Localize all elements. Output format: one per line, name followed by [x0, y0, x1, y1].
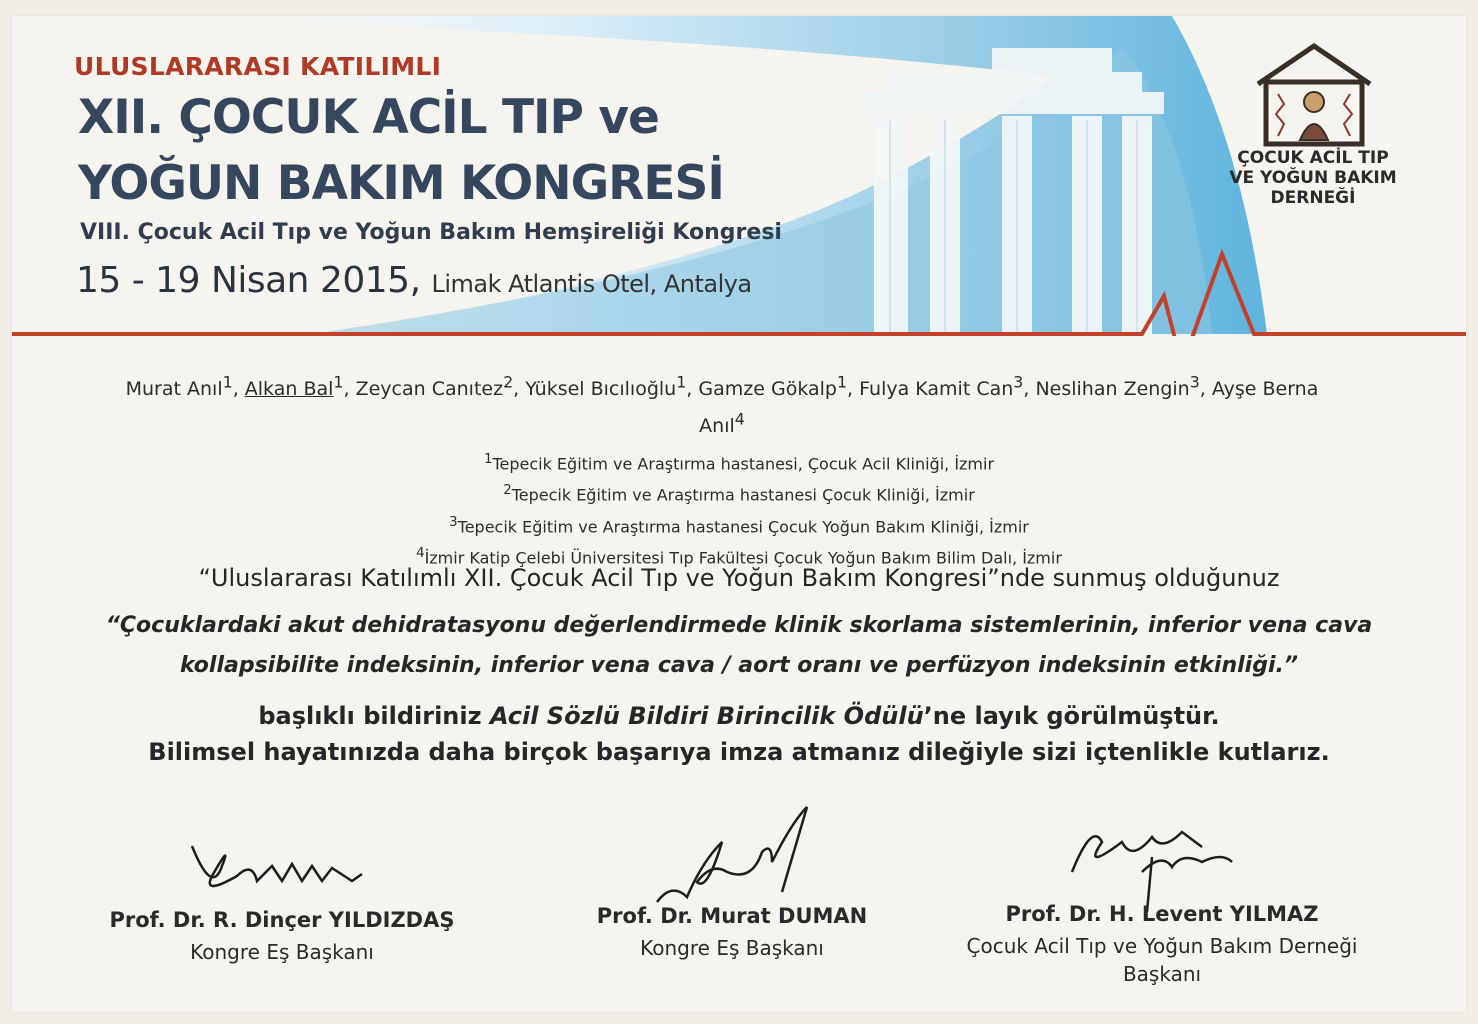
association-name-line2: VE YOĞUN BAKIM: [1229, 168, 1397, 188]
author-presenter: Alkan Bal$^1$,: [244, 373, 356, 401]
affiliation: $^2$Tepecik Eğitim ve Araştırma hastanesi Çocuk Kliniği, İzmir: [503, 483, 975, 505]
affiliation: $^1$Tepecik Eğitim ve Araştırma hastanesi, Çocuk Acil Kliniği, İzmir: [483, 452, 995, 474]
author: Gamze Gökalp$^1$,: [698, 373, 860, 401]
signatory-role-line2: Başkanı: [1122, 962, 1202, 986]
signatory-role-line1: Çocuk Acil Tıp ve Yoğun Bakım Derneği: [966, 934, 1358, 958]
signatory-name: Prof. Dr. Murat DUMAN: [596, 904, 868, 928]
paper-title-line2: kollapsibilite indeksinin, inferior vena cava / aort oranı ve perfüzyon indeksinin etkinliği.”: [179, 653, 1299, 678]
award-statement-suffix: ’ne layık görülmüştür.: [923, 702, 1220, 730]
date-range: 15 - 19 Nisan 2015,: [76, 260, 421, 301]
affiliation: $^3$Tepecik Eğitim ve Araştırma hastanesi Çocuk Yoğun Bakım Kliniği, İzmir: [449, 514, 1029, 536]
signatory-role: [932, 932, 1392, 988]
signature-duman: [652, 802, 822, 912]
signatory-role: Kongre Eş Başkanı: [190, 940, 374, 964]
congratulations: Bilimsel hayatınızda daha birçok başarıya imza atmanız dileğiyle sizi içtenlikle kutlarız.: [148, 738, 1330, 766]
signature-yildizdas: [182, 836, 382, 906]
author: Murat Anıl$^1$,: [125, 373, 245, 401]
house-child-icon: [1218, 42, 1408, 148]
congress-title-line1: XII. ÇOCUK ACİL TIP ve: [78, 90, 659, 145]
association-name: [1218, 148, 1408, 208]
association-name-line1: ÇOCUK ACİL TIP: [1237, 148, 1389, 168]
international-label: ULUSLARARASI KATILIMLI: [74, 52, 442, 81]
award-statement: [12, 702, 1466, 730]
affiliation-list: [12, 446, 1466, 571]
award-name: Acil Sözlü Bildiri Birincilik Ödülü: [489, 702, 924, 730]
presentation-statement: “Uluslararası Katılımlı XII. Çocuk Acil Tıp ve Yoğun Bakım Kongresi”nde sunmuş olduğunuz: [198, 564, 1280, 592]
author: Yüksel Bıcılıoğlu$^1$,: [525, 373, 699, 401]
association-logo: [1218, 42, 1408, 232]
congress-subtitle: VIII. Çocuk Acil Tıp ve Yoğun Bakım Hemşireliği Kongresi: [80, 220, 782, 245]
author-list: [102, 368, 1342, 441]
signatory-name: Prof. Dr. H. Levent YILMAZ: [1005, 902, 1319, 926]
paper-title: [12, 606, 1466, 686]
award-statement-prefix: başlıklı bildiriniz: [258, 702, 490, 730]
author: Neslihan Zengin$^3$,: [1035, 373, 1212, 401]
venue: Limak Atlantis Otel, Antalya: [431, 270, 752, 298]
author: Fulya Kamit Can$^3$,: [859, 373, 1036, 401]
congress-dates: [76, 260, 752, 301]
affiliation: $^4$İzmir Katip Çelebi Üniversitesi Tıp Fakültesi Çocuk Yoğun Bakım Bilim Dalı, İzmir: [416, 545, 1062, 568]
author: Ayşe Berna Anıl$^4$: [699, 378, 1319, 437]
signatory-name: Prof. Dr. R. Dinçer YILDIZDAŞ: [109, 908, 455, 932]
signatory-role: Kongre Eş Başkanı: [640, 936, 824, 960]
association-name-line3: DERNEĞİ: [1270, 188, 1356, 208]
certificate: [12, 16, 1466, 1012]
author: Zeycan Canıtez$^2$,: [355, 373, 526, 401]
header-banner: [12, 16, 1466, 336]
paper-title-line1: “Çocuklardaki akut dehidratasyonu değerlendirmede klinik skorlama sistemlerinin, inferior vena cava: [105, 613, 1373, 638]
congress-title-line2: YOĞUN BAKIM KONGRESİ: [78, 156, 724, 211]
